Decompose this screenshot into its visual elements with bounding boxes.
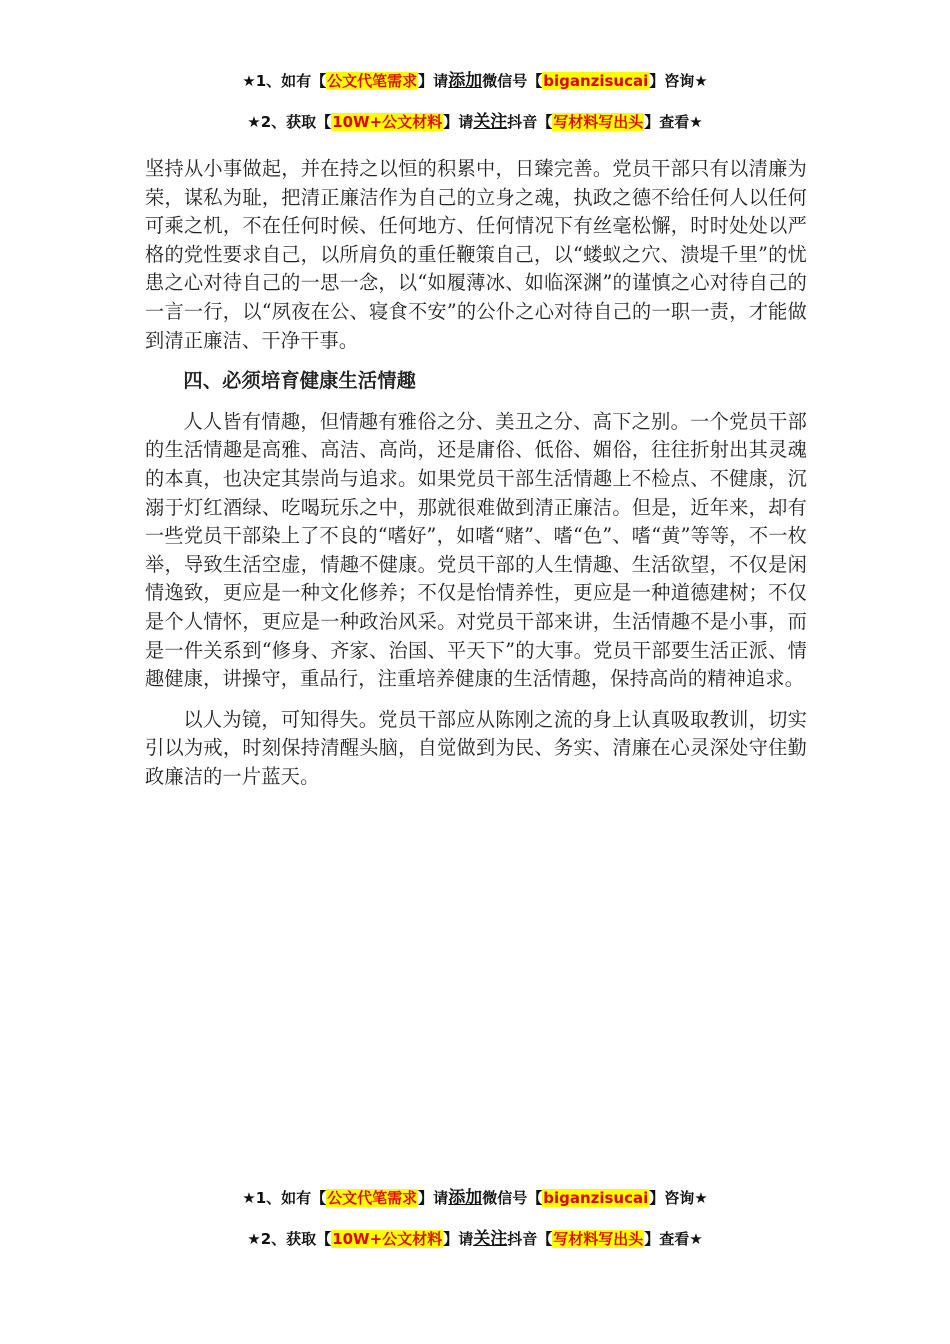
section-heading-4: 四、必须培育健康生活情趣 [183, 369, 417, 393]
banner-text: 】请 [418, 1189, 449, 1207]
banner-highlight-service: 公文代笔需求 [327, 72, 418, 90]
banner-highlight-wechat-id: biganzisucai [543, 1189, 649, 1207]
banner-highlight-douyin-id: 写材料写出头 [553, 1230, 644, 1248]
banner-text: ★1、如有【 [242, 72, 327, 90]
banner-text: ★2、获取【 [247, 113, 332, 131]
banner-text: 】查看★ [644, 113, 703, 131]
banner-text: 】咨询★ [649, 72, 708, 90]
banner-highlight-wechat-id: biganzisucai [543, 72, 649, 90]
banner-emphasis: 关注 [473, 1229, 508, 1249]
document-body [145, 155, 807, 803]
banner-text: ★2、获取【 [247, 1230, 332, 1248]
paragraph-conclusion: 以人为镜，可知得失。党员干部应从陈刚之流的身上认真吸取教训，切实引以为戒，时刻保持清醒头脑，自觉做到为民、务实、清廉在心灵深处守住勤政廉洁的一片蓝天。 [145, 707, 807, 788]
banner-text: 抖音【 [507, 113, 553, 131]
banner-highlight-douyin-id: 写材料写出头 [553, 113, 644, 131]
banner-highlight-service: 公文代笔需求 [327, 1189, 418, 1207]
banner-highlight-materials: 10W+公文材料 [332, 1230, 443, 1248]
footer-banner-line-1 [0, 1187, 950, 1209]
paragraph-life-interests: 人人皆有情趣，但情趣有雅俗之分、美丑之分、高下之别。一个党员干部的生活情趣是高雅、高洁、高尚，还是庸俗、低俗、媚俗，往往折射出其灵魂的本真，也决定其崇尚与追求。如果党员干部生活情趣上不检点、不健康，沉溺于灯红酒绿、吃喝玩乐之中，那就很难做到清正廉洁。但是，近年来，却有一些党员干部染上了不良的“嗜好”，如嗜“赌”、嗜“色”、嗜“黄”等等，不一枚举，导致生活空虚，情趣不健康。党员干部的人生情趣、生活欲望，不仅是闲情逸致，更应是一种文化修养；不仅是怡情养性，更应是一种道德建树；不仅是个人情怀，更应是一种政治风采。对党员干部来讲，生活情趣不是小事，而是一件关系到“修身、齐家、治国、平天下”的大事。党员干部要生活正派、情趣健康，讲操守，重品行，注重培养健康的生活情趣，保持高尚的精神追求。 [145, 409, 807, 691]
banner-text: 】请 [443, 113, 474, 131]
banner-text: 】请 [418, 72, 449, 90]
banner-emphasis: 添加 [448, 1188, 483, 1208]
banner-text: 】请 [443, 1230, 474, 1248]
paragraph-continued: 坚持从小事做起，并在持之以恒的积累中，日臻完善。党员干部只有以清廉为荣，谋私为耻，把清正廉洁作为自己的立身之魂，执政之德不给任何人以任何可乘之机，不在任何时候、任何地方、任何情况下有丝毫松懈，时时处处以严格的党性要求自己，以所肩负的重任鞭策自己，以“蝼蚁之穴、溃堤千里”的忧患之心对待自己的一思一念，以“如履薄冰、如临深渊”的谨慎之心对待自己的一言一行，以“夙夜在公、寝食不安”的公仆之心对待自己的一职一责，才能做到清正廉洁、干净干事。 [145, 157, 807, 352]
banner-highlight-materials: 10W+公文材料 [332, 113, 443, 131]
header-banner-line-2 [0, 111, 950, 133]
banner-text: 】咨询★ [649, 1189, 708, 1207]
banner-text: 】查看★ [644, 1230, 703, 1248]
banner-emphasis: 添加 [448, 71, 483, 91]
footer-banner-line-2 [0, 1228, 950, 1250]
banner-text: 微信号【 [482, 1189, 543, 1207]
banner-text: ★1、如有【 [242, 1189, 327, 1207]
banner-text: 抖音【 [507, 1230, 553, 1248]
banner-emphasis: 关注 [473, 112, 508, 132]
banner-text: 微信号【 [482, 72, 543, 90]
header-banner-line-1 [0, 70, 950, 92]
